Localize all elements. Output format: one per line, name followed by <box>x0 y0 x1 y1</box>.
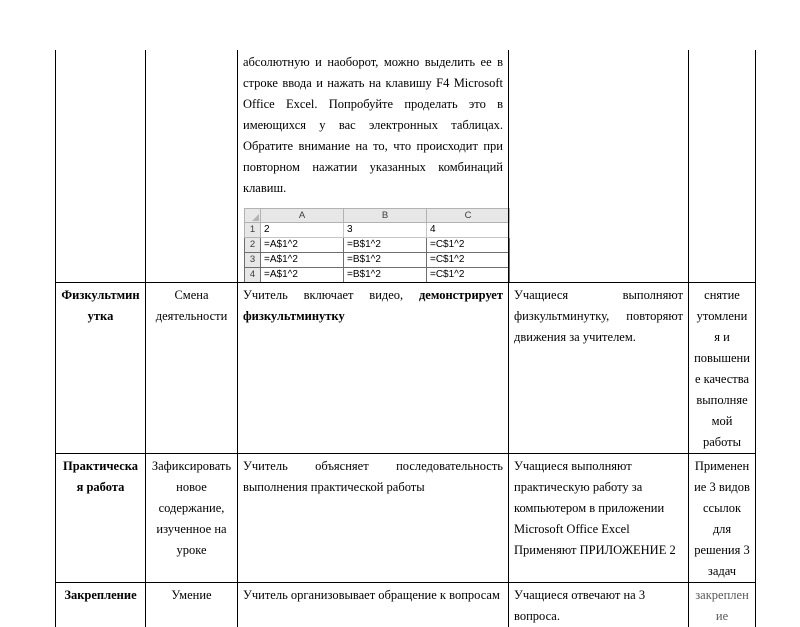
students-activity-cell: Учащиеся выполняют практическую работу за компьютером в приложении Microsoft Office Excel Применяют ПРИЛОЖЕНИЕ 2 <box>509 454 689 583</box>
spreadsheet-select-all-corner <box>245 209 261 223</box>
spreadsheet-cell-c1: 4 <box>427 223 510 238</box>
students-activity-cell-empty <box>509 50 689 283</box>
spreadsheet-cell-a3: =A$1^2 <box>261 253 344 268</box>
goal-cell: Зафиксировать новое содержание, изученное на уроке <box>146 454 238 583</box>
spreadsheet-row-number: 1 <box>245 223 261 238</box>
spreadsheet-cell-a4: =A$1^2 <box>261 268 344 283</box>
teacher-text-bold: демонстрирует физкультминутку <box>243 288 503 323</box>
spreadsheet-cell-a1: 2 <box>261 223 344 238</box>
spreadsheet-header-row <box>245 209 510 223</box>
spreadsheet-cell-c2: =C$1^2 <box>427 238 510 253</box>
spreadsheet-cell-b4: =B$1^2 <box>344 268 427 283</box>
table-row-prakticheskaya <box>56 454 756 583</box>
spreadsheet-table <box>244 208 510 282</box>
goal-cell: Умение <box>146 583 238 627</box>
corner-triangle-icon <box>252 214 259 221</box>
spreadsheet-row-number: 4 <box>245 268 261 283</box>
table-row-fizkultminutka <box>56 283 756 454</box>
spreadsheet-row-1 <box>245 223 510 238</box>
stage-cell: Практическая работа <box>56 454 146 583</box>
table-row-continuation <box>56 50 756 283</box>
students-activity-cell: Учащиеся выполняют физкультминутку, повторяют движения за учителем. <box>509 283 689 454</box>
spreadsheet-cell-b1: 3 <box>344 223 427 238</box>
teacher-activity-cell <box>238 50 509 283</box>
stage-cell-empty <box>56 50 146 283</box>
spreadsheet-row-2 <box>245 238 510 253</box>
spreadsheet-cell-c4: =C$1^2 <box>427 268 510 283</box>
students-activity-cell: Учащиеся отвечают на 3 вопроса. <box>509 583 689 627</box>
spreadsheet-row-number: 3 <box>245 253 261 268</box>
stage-cell: Физкультминутка <box>56 283 146 454</box>
spreadsheet-column-header-c: C <box>427 209 510 223</box>
result-cell: закрепление <box>689 583 756 627</box>
teacher-activity-cell: Учитель объясняет последовательность выполнения практической работы <box>238 454 509 583</box>
result-cell-empty <box>689 50 756 283</box>
teacher-activity-cell: Учитель организовывает обращение к вопросам <box>238 583 509 627</box>
table-row-zakreplenie <box>56 583 756 627</box>
teacher-instructions-paragraph: абсолютную и наоборот, можно выделить ее в строке ввода и нажать на клавишу F4 Microsoft Office Excel. Попробуйте проделать это в имеющихся у вас электронных таблицах. Обратите внимание на то, что происходит при повторном нажатии указанных комбинаций клавиш. <box>243 52 503 199</box>
goal-cell-empty <box>146 50 238 283</box>
stage-cell: Закрепление <box>56 583 146 627</box>
teacher-text-normal: Учитель включает видео, <box>243 288 419 302</box>
teacher-activity-cell <box>238 283 509 454</box>
goal-cell: Смена деятельности <box>146 283 238 454</box>
spreadsheet-cell-b3: =B$1^2 <box>344 253 427 268</box>
result-cell: Применение 3 видов ссылок для решения 3 задач <box>689 454 756 583</box>
spreadsheet-row-number: 2 <box>245 238 261 253</box>
spreadsheet-row-4 <box>245 268 510 283</box>
spreadsheet-cell-c3: =C$1^2 <box>427 253 510 268</box>
spreadsheet-column-header-b: B <box>344 209 427 223</box>
spreadsheet-column-header-a: A <box>261 209 344 223</box>
spreadsheet-row-3 <box>245 253 510 268</box>
lesson-plan-table <box>55 50 756 627</box>
spreadsheet-cell-a2: =A$1^2 <box>261 238 344 253</box>
result-cell: снятие утомления и повышение качества выполняемой работы <box>689 283 756 454</box>
spreadsheet-cell-b2: =B$1^2 <box>344 238 427 253</box>
excel-screenshot <box>244 208 509 282</box>
